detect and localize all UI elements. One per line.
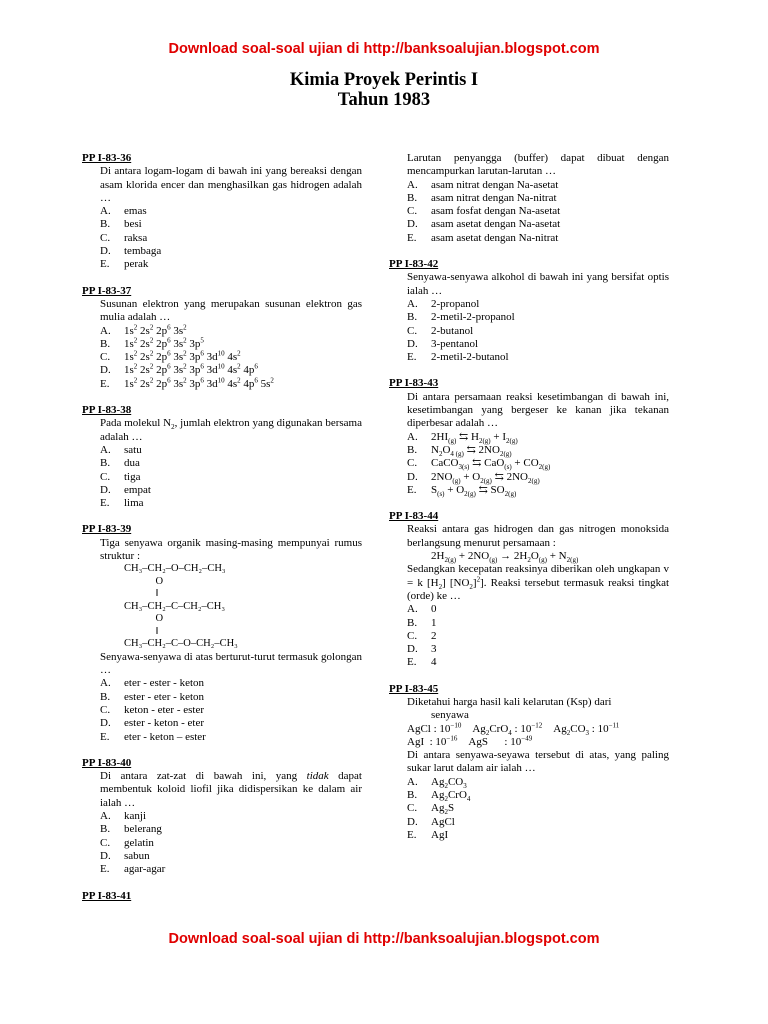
question-36 — [82, 152, 362, 272]
option-letter: A. — [407, 297, 418, 310]
question-44 — [389, 510, 669, 670]
option-letter: B. — [407, 616, 418, 629]
option-list — [82, 444, 362, 510]
option-text: tiga — [124, 470, 141, 483]
option — [100, 258, 362, 271]
option-text: 2 — [431, 629, 437, 642]
option-text: asam asetat dengan Na-asetat — [431, 218, 561, 231]
option-letter: D. — [100, 483, 111, 496]
option-letter: B. — [100, 457, 111, 470]
option-text: agar-agar — [124, 863, 166, 876]
option — [100, 484, 362, 497]
question-45 — [389, 683, 669, 843]
option — [100, 457, 362, 470]
option-text: raksa — [124, 231, 148, 244]
question-42 — [389, 258, 669, 364]
option — [100, 691, 362, 704]
question-39 — [82, 523, 362, 743]
option — [100, 497, 362, 510]
option — [407, 603, 669, 616]
option-letter: A. — [407, 178, 418, 191]
ksp-values-row-1: AgCl : $10^{-10}$ $Ag_2CrO_4$ : $10^{-12}$ $Ag_2CO_3$ : $10^{-11}$ — [407, 720, 620, 737]
option-text: tembaga — [124, 245, 162, 258]
question-43 — [389, 377, 669, 497]
option — [100, 717, 362, 730]
option-letter: C. — [407, 205, 418, 218]
option: D. $1s^2$ $2s^2$ $2p^6$ $3s^2$ $3p^6$ $3d^{10}$ $4s^2$ $4p^6$ — [100, 362, 258, 377]
download-banner-bottom[interactable]: Download soal-soal ujian di http://banksoalujian.blogspot.com — [168, 931, 600, 947]
option — [100, 704, 362, 717]
option-text: kanji — [124, 810, 146, 823]
structure-formula-2: O ‖ CH₃–CH₂–C–CH₂–CH₃ — [124, 575, 225, 612]
option-text: 2-butanol — [431, 324, 474, 337]
question-41-continued — [389, 152, 669, 245]
ksp-values-row-2: AgI : $10^{-16}$ AgS : $10^{-49}$ — [407, 734, 533, 748]
option-list — [82, 810, 362, 876]
option — [100, 837, 362, 850]
option-text: keton - eter - ester — [124, 704, 205, 716]
option-letter: E. — [407, 351, 417, 364]
question-heading: PP I-83-43 — [389, 377, 439, 390]
page-subtitle: Tahun 1983 — [337, 90, 431, 110]
option-text: ester - eter - keton — [124, 690, 205, 703]
question-stem: Di antara logam-logam di bawah ini yang bereaksi dengan asam klorida encer dan menghasilkan gas hidrogen adalah … — [100, 165, 362, 204]
option-letter: E. — [100, 258, 110, 271]
option-letter: C. — [407, 324, 418, 337]
option-letter: C. — [100, 704, 111, 716]
option-list — [82, 205, 362, 271]
question-stem: Di antara persamaan reaksi kesetimbangan di bawah ini, kesetimbangan yang bergeser ke kanan jika tekanan diperbesar adalah … — [407, 390, 669, 430]
question-heading: PP I-83-37 — [82, 284, 132, 297]
structure-formula-1: CH₃–CH₂–O–CH₂–CH₃ — [124, 563, 226, 575]
option-text: belerang — [124, 823, 162, 836]
option-text: 1 — [431, 616, 437, 629]
option — [100, 677, 362, 690]
option — [407, 656, 669, 669]
structure-formula-3: O ‖ CH₃–CH₂–C–O–CH₂–CH₃ — [124, 613, 238, 650]
question-stem-continued: Sedangkan kecepatan reaksinya diberikan oleh ungkapan v = k $[H_2]$ $[NO_2]^2$]. Reaksi tersebut termasuk reaksi tingkat (orde) ke … — [407, 563, 670, 602]
option-text: lima — [124, 497, 144, 510]
option: C. $Ag_2S$ — [407, 802, 455, 817]
page-title: Kimia Proyek Perintis I — [289, 70, 479, 90]
question-37 — [82, 285, 362, 391]
option-text: ester - keton - eter — [124, 717, 205, 730]
right-column — [389, 152, 669, 842]
option: E. $S_{(s)} + O_{2(g)}$ ⇆ $SO_{2(g)}$ — [407, 483, 517, 499]
option — [407, 192, 669, 205]
option-list — [389, 298, 669, 364]
option — [100, 863, 362, 876]
option — [407, 311, 669, 324]
option — [407, 205, 669, 218]
option-text: perak — [124, 258, 149, 271]
option-letter: A. — [100, 205, 111, 218]
download-banner-top[interactable]: Download soal-soal ujian di http://banksoalujian.blogspot.com — [168, 41, 600, 57]
option: B. $1s^2$ $2s^2$ $2p^6$ $3s^2$ $3p^5$ — [100, 336, 204, 350]
option-letter: B. — [407, 311, 418, 324]
question-heading: PP I-83-36 — [82, 152, 132, 164]
option: A. $Ag_2CO_3$ — [407, 775, 467, 790]
left-column — [82, 152, 362, 903]
option: E. AgI — [407, 828, 449, 841]
option-letter: B. — [100, 218, 111, 231]
option — [407, 232, 669, 245]
option-letter: B. — [407, 191, 418, 204]
option — [100, 205, 362, 218]
option-text: besi — [124, 218, 142, 231]
option-text: empat — [124, 483, 151, 496]
option-letter: E. — [407, 656, 417, 669]
option — [407, 325, 669, 338]
question-heading: PP I-83-38 — [82, 404, 132, 417]
option-letter: E. — [100, 863, 110, 876]
question-stem: Larutan penyangga (buffer) dapat dibuat dengan mencampurkan larutan-larutan … — [407, 152, 669, 178]
question-heading: PP I-83-40 — [82, 756, 132, 769]
reaction-equation: $2H_{2(g)} + 2NO_{(g)} \to 2H_2O_{(g)} + N_{2(g)}$ — [431, 550, 579, 565]
option-letter: A. — [100, 677, 111, 690]
option-letter: C. — [100, 470, 111, 483]
option: B. $N_2O_{4 (g)}$ ⇆ $2NO_{2(g)}$ — [407, 443, 512, 459]
question-stem-continued: Senyawa-senyawa di atas berturut-turut termasuk golongan … — [100, 650, 362, 677]
option-list — [389, 603, 669, 669]
question-heading: PP I-83-44 — [389, 510, 439, 523]
option — [407, 643, 669, 656]
option: D. AgCl — [407, 815, 455, 828]
option — [100, 471, 362, 484]
option-text: 0 — [431, 603, 437, 616]
option — [100, 444, 362, 457]
option — [100, 810, 362, 823]
question-heading: PP I-83-45 — [389, 682, 439, 695]
option — [100, 218, 362, 231]
option-text: asam asetat dengan Na-nitrat — [431, 231, 559, 244]
question-heading: PP I-83-42 — [389, 258, 439, 271]
option-text: satu — [124, 443, 142, 456]
option-text: 2-propanol — [431, 297, 480, 310]
option-letter: E. — [100, 730, 110, 743]
question-stem: Di antara zat-zat di bawah ini, yang tidak dapat membentuk koloid liofil jika didispersikan ke dalam air ialah … — [100, 770, 362, 809]
option-text: eter - ester - keton — [124, 677, 205, 690]
option-list — [389, 179, 669, 245]
question-stem: Susunan elektron yang merupakan susunan elektron gas mulia adalah … — [100, 297, 362, 324]
option: A. $1s^2$ $2s^2$ $2p^6$ $3s^2$ — [100, 322, 187, 337]
question-stem: Senyawa-senyawa alkohol di bawah ini yang bersifat optis ialah … — [407, 271, 669, 297]
option: D. $2NO_{(g)} + O_{2(g)}$ ⇆ $2NO_{2(g)}$ — [407, 470, 540, 485]
option — [407, 338, 669, 351]
option — [100, 850, 362, 863]
option — [407, 298, 669, 311]
option-letter: D. — [100, 849, 111, 862]
option — [407, 617, 669, 630]
option-letter: A. — [100, 443, 111, 456]
question-stem: Diketahui harga hasil kali kelarutan (Ksp) dari — [407, 695, 612, 708]
option-letter: D. — [407, 337, 418, 350]
question-heading-41: PP I-83-41 — [82, 889, 132, 902]
option-letter: A. — [100, 810, 111, 823]
option — [100, 232, 362, 245]
option-text: 2-metil-2-butanol — [431, 351, 509, 364]
option-letter: E. — [407, 231, 417, 244]
option-text: gelatin — [124, 836, 154, 849]
option-letter: C. — [100, 231, 111, 244]
option: E. $1s^2$ $2s^2$ $2p^6$ $3s^2$ $3p^6$ $3d^{10}$ $4s^2$ $4p^6$ $5s^2$ — [100, 376, 274, 390]
option — [407, 218, 669, 231]
option-text: 3 — [431, 643, 437, 656]
option-text: eter - keton – ester — [124, 730, 206, 743]
option — [100, 823, 362, 836]
question-38 — [82, 404, 362, 510]
question-stem-line: senyawa — [431, 709, 469, 722]
option-letter: B. — [100, 823, 111, 836]
option-text: emas — [124, 205, 147, 218]
option-letter: C. — [100, 836, 111, 849]
option-letter: D. — [407, 643, 418, 656]
option-text: asam nitrat dengan Na-asetat — [431, 178, 559, 191]
option — [100, 245, 362, 258]
question-stem-continued: Di antara senyawa-seyawa tersebut di atas, yang paling sukar larut dalam air ialah … — [407, 749, 669, 775]
option: C. $1s^2$ $2s^2$ $2p^6$ $3s^2$ $3p^6$ $3d^{10}$ $4s^2$ — [100, 349, 241, 364]
option-text: 3-pentanol — [431, 337, 479, 350]
option-letter: D. — [100, 245, 111, 258]
question-stem: Tiga senyawa organik masing-masing mempunyai rumus struktur : — [100, 536, 362, 563]
option-text: sabun — [124, 849, 150, 862]
option: A. $2HI_{(g)}$ ⇆ $H_{2(g)} + I_{2(g)}$ — [407, 430, 518, 445]
option-letter: E. — [100, 497, 110, 510]
option — [100, 731, 362, 744]
option-text: asam fosfat dengan Na-asetat — [431, 205, 561, 218]
question-40 — [82, 757, 362, 877]
option-text: 4 — [431, 656, 437, 669]
option-letter: C. — [407, 629, 418, 642]
option — [407, 179, 669, 192]
option-letter: D. — [407, 218, 418, 231]
option-letter: D. — [100, 717, 111, 730]
option — [407, 630, 669, 643]
option: B. $Ag_2CrO_4$ — [407, 789, 471, 804]
question-stem: Pada molekul $N_2$, jumlah elektron yang digunakan bersama adalah … — [100, 417, 362, 443]
option — [407, 351, 669, 364]
option-letter: B. — [100, 690, 111, 703]
option-text: 2-metil-2-propanol — [431, 311, 515, 324]
option: C. CaCO$_{3(s)}$ ⇆ $CaO_{(s)} + CO_{2(g)}$ — [407, 457, 551, 472]
option-letter: A. — [407, 603, 418, 616]
question-stem: Reaksi antara gas hidrogen dan gas nitrogen monoksida berlangsung menurut persamaan : — [407, 523, 669, 549]
question-heading: PP I-83-39 — [82, 523, 132, 536]
option-list — [82, 677, 362, 743]
option-text: dua — [124, 457, 140, 470]
option-text: asam nitrat dengan Na-nitrat — [431, 191, 557, 204]
